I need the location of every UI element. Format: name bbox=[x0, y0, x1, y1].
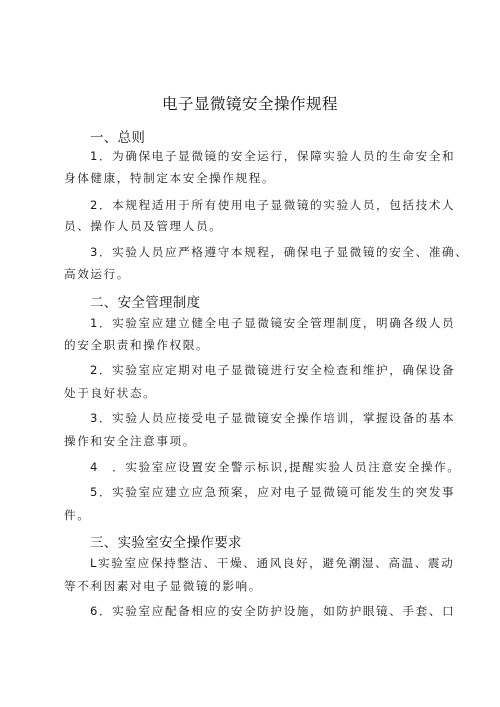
paragraph-line: 身体健康，特制定本安全操作规程。 bbox=[64, 171, 276, 185]
paragraph-line: 等不利因素对电子显微镜的影响。 bbox=[64, 579, 262, 593]
paragraph-line: 5．实验室应建立应急预案，应对电子显微镜可能发生的突发事 bbox=[90, 485, 456, 499]
paragraph-line: 操作和安全注意事项。 bbox=[64, 434, 196, 448]
paragraph-line: 6．实验室应配备相应的安全防护设施，如防护眼镜、手套、口 bbox=[90, 604, 456, 618]
paragraph-line: 件。 bbox=[64, 508, 91, 522]
paragraph-line: 1．为确保电子显微镜的安全运行，保障实验人员的生命安全和 bbox=[90, 149, 456, 163]
paragraph-line: 处于良好状态。 bbox=[64, 386, 157, 400]
paragraph-line: 1．实验室应建立健全电子显微镜安全管理制度，明确各级人员 bbox=[90, 316, 456, 330]
paragraph-line: 2．实验室应定期对电子显微镜进行安全检查和维护，确保设备 bbox=[90, 363, 456, 377]
section-heading-lab-operation: 三、实验室安全操作要求 bbox=[90, 535, 242, 551]
paragraph-line: 高效运行。 bbox=[64, 267, 130, 281]
paragraph-line: 员、操作人员及管理人员。 bbox=[64, 219, 223, 233]
document-title: 电子显微镜安全操作规程 bbox=[161, 95, 338, 113]
paragraph-line: 3．实验人员应严格遵守本规程，确保电子显微镜的安全、准确、 bbox=[90, 245, 469, 259]
paragraph-line: 2．本规程适用于所有使用电子显微镜的实验人员，包括技术人 bbox=[90, 198, 456, 212]
paragraph-line: L实验室应保持整洁、干燥、通风良好，避免潮湿、高温、震动 bbox=[90, 556, 455, 570]
paragraph-line: 3．实验人员应接受电子显微镜安全操作培训，掌握设备的基本 bbox=[90, 411, 456, 425]
paragraph-line: 的安全职责和操作权限。 bbox=[64, 338, 210, 352]
paragraph-line: 4 ．实验室应设置安全警示标识,提醒实验人员注意安全操作。 bbox=[90, 460, 461, 474]
section-heading-safety-management: 二、安全管理制度 bbox=[90, 295, 201, 311]
section-heading-general: 一、总则 bbox=[90, 130, 146, 146]
